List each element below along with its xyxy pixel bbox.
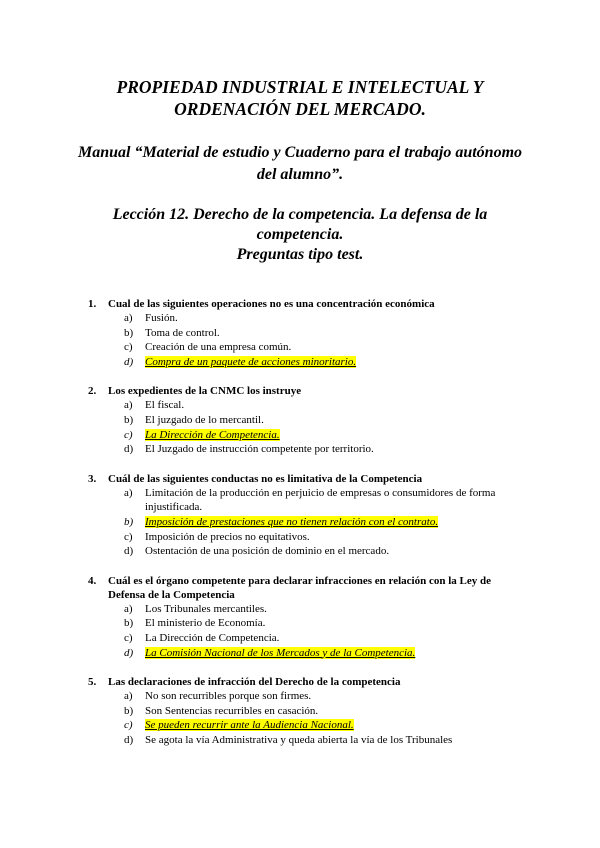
option-letter: c) bbox=[124, 631, 133, 644]
question-text: Cuál de las siguientes conductas no es limitativa de la Competencia bbox=[108, 472, 423, 485]
lesson-line-2: competencia. bbox=[256, 226, 344, 243]
question-item bbox=[88, 384, 518, 456]
question-item bbox=[88, 675, 518, 747]
answer-option bbox=[88, 544, 518, 559]
option-letter: a) bbox=[124, 602, 133, 615]
option-text: Imposición de precios no equitativos. bbox=[145, 530, 310, 543]
option-letter: d) bbox=[124, 646, 134, 659]
document-title bbox=[0, 76, 600, 120]
option-text: Se agota la vía Administrativa y queda abierta la vía de los Tribunales bbox=[145, 733, 453, 746]
option-text-wrap bbox=[145, 718, 518, 733]
option-text: Limitación de la producción en perjuicio de empresas o consumidores de forma injustificada. bbox=[145, 486, 496, 514]
question-item bbox=[88, 297, 518, 369]
answer-option bbox=[88, 311, 518, 326]
answer-option-correct bbox=[88, 428, 518, 443]
option-text-wrap bbox=[145, 530, 518, 545]
answer-option bbox=[88, 689, 518, 704]
question-text: Cuál es el órgano competente para declarar infracciones en relación con la Ley de Defensa de la Competencia bbox=[108, 574, 492, 601]
option-letter: a) bbox=[124, 312, 133, 324]
highlighted-answer-text: La Dirección de Competencia. bbox=[145, 428, 280, 441]
answer-option bbox=[88, 704, 518, 719]
question-text: Cual de las siguientes operaciones no es una concentración económica bbox=[108, 298, 435, 310]
question-number: 1. bbox=[88, 298, 97, 310]
question-heading bbox=[88, 675, 518, 689]
answer-option bbox=[88, 398, 518, 413]
option-letter: c) bbox=[124, 341, 133, 354]
answer-option bbox=[88, 616, 518, 631]
option-letter: a) bbox=[124, 399, 133, 412]
option-letter: c) bbox=[124, 428, 133, 441]
question-number: 5. bbox=[88, 676, 97, 689]
option-letter: d) bbox=[124, 355, 134, 368]
lesson-heading bbox=[0, 205, 600, 265]
option-text-wrap bbox=[145, 311, 518, 326]
question-list bbox=[88, 297, 518, 762]
option-text-wrap bbox=[145, 428, 518, 443]
option-letter: b) bbox=[124, 617, 134, 630]
question-number: 3. bbox=[88, 472, 97, 485]
option-letter: b) bbox=[124, 704, 134, 717]
subtitle-line-2: del alumno”. bbox=[256, 166, 344, 183]
option-letter: b) bbox=[124, 413, 134, 426]
highlighted-answer-text: La Comisión Nacional de los Mercados y de la Competencia. bbox=[145, 646, 416, 659]
option-text: El ministerio de Economía. bbox=[145, 617, 266, 630]
option-letter: d) bbox=[124, 733, 134, 746]
question-number: 2. bbox=[88, 385, 97, 398]
option-text: Los Tribunales mercantiles. bbox=[145, 602, 267, 615]
highlighted-answer-text: Se pueden recurrir ante la Audiencia Nacional. bbox=[145, 719, 354, 732]
option-text: El Juzgado de instrucción competente por territorio. bbox=[145, 443, 374, 456]
answer-option bbox=[88, 530, 518, 545]
question-heading bbox=[88, 384, 518, 398]
option-text: Fusión. bbox=[145, 312, 178, 324]
lesson-line-1: Lección 12. Derecho de la competencia. La defensa de la bbox=[112, 206, 488, 223]
answer-option-correct bbox=[88, 355, 518, 370]
option-letter: c) bbox=[124, 719, 133, 732]
lesson-line-3: Preguntas tipo test. bbox=[236, 246, 364, 263]
document-subtitle bbox=[0, 142, 600, 186]
question-text: Los expedientes de la CNMC los instruye bbox=[108, 385, 302, 398]
option-letter: c) bbox=[124, 530, 133, 543]
question-number: 4. bbox=[88, 574, 97, 587]
option-letter: d) bbox=[124, 545, 134, 558]
option-text-wrap bbox=[145, 340, 518, 355]
option-letter: b) bbox=[124, 326, 134, 339]
option-text-wrap bbox=[145, 355, 518, 370]
question-heading bbox=[88, 472, 518, 486]
subtitle-line-1: Manual “Material de estudio y Cuaderno para el trabajo autónomo bbox=[77, 144, 523, 161]
option-text: Creación de una empresa común. bbox=[145, 341, 292, 354]
option-text-wrap bbox=[145, 398, 518, 413]
option-text-wrap bbox=[145, 486, 518, 515]
option-text: Ostentación de una posición de dominio en el mercado. bbox=[145, 545, 390, 558]
option-text: Toma de control. bbox=[145, 326, 220, 339]
option-text-wrap bbox=[145, 631, 518, 646]
answer-option-correct bbox=[88, 646, 518, 661]
title-line-1: PROPIEDAD INDUSTRIAL E INTELECTUAL Y bbox=[116, 77, 484, 97]
option-text-wrap bbox=[145, 646, 518, 661]
option-text: La Dirección de Competencia. bbox=[145, 631, 280, 644]
option-text-wrap bbox=[145, 544, 518, 559]
highlighted-answer-text: Compra de un paquete de acciones minoritario. bbox=[145, 355, 357, 368]
option-letter: d) bbox=[124, 443, 134, 456]
option-text-wrap bbox=[145, 442, 518, 457]
option-text: El juzgado de lo mercantil. bbox=[145, 413, 264, 426]
option-letter: a) bbox=[124, 690, 133, 703]
option-text-wrap bbox=[145, 733, 518, 748]
answer-option bbox=[88, 631, 518, 646]
option-text-wrap bbox=[145, 704, 518, 719]
question-item bbox=[88, 472, 518, 559]
question-heading bbox=[88, 297, 518, 311]
answer-option-correct bbox=[88, 718, 518, 733]
question-heading bbox=[88, 574, 518, 602]
answer-option bbox=[88, 442, 518, 457]
option-letter: b) bbox=[124, 515, 134, 528]
question-text: Las declaraciones de infracción del Derecho de la competencia bbox=[108, 676, 401, 689]
question-item bbox=[88, 574, 518, 660]
highlighted-answer-text: Imposición de prestaciones que no tienen relación con el contrato. bbox=[145, 515, 439, 528]
option-text-wrap bbox=[145, 602, 518, 617]
answer-option bbox=[88, 326, 518, 341]
option-text: El fiscal. bbox=[145, 399, 185, 412]
option-text: No son recurribles porque son firmes. bbox=[145, 690, 312, 703]
option-text-wrap bbox=[145, 413, 518, 428]
answer-option bbox=[88, 486, 518, 515]
title-line-2: ORDENACIÓN DEL MERCADO. bbox=[174, 99, 426, 119]
option-text-wrap bbox=[145, 515, 518, 530]
answer-option bbox=[88, 413, 518, 428]
answer-option bbox=[88, 733, 518, 748]
option-text-wrap bbox=[145, 326, 518, 341]
option-text-wrap bbox=[145, 689, 518, 704]
option-text: Son Sentencias recurribles en casación. bbox=[145, 704, 319, 717]
answer-option bbox=[88, 602, 518, 617]
answer-option-correct bbox=[88, 515, 518, 530]
answer-option bbox=[88, 340, 518, 355]
option-text-wrap bbox=[145, 616, 518, 631]
option-letter: a) bbox=[124, 486, 133, 499]
